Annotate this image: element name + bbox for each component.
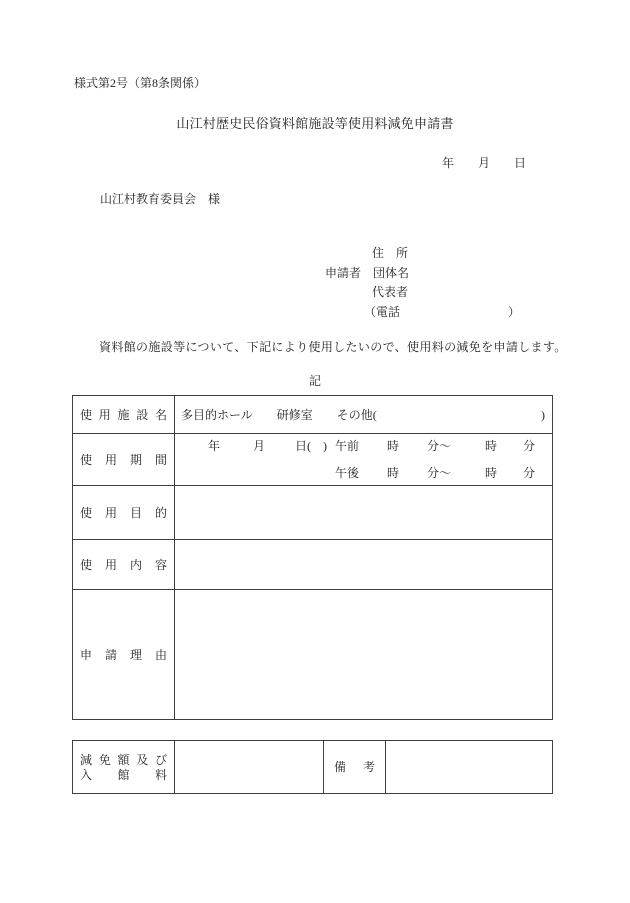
usage-content-blank-cell xyxy=(175,540,552,589)
period-day: 日( ) xyxy=(295,439,327,453)
application-reason-label: 申請理由 xyxy=(80,647,167,662)
usage-content-label: 使用内容 xyxy=(80,557,167,572)
exemption-label-line2: 入館料 xyxy=(80,767,167,782)
facility-name-label: 使用施設名 xyxy=(80,407,167,422)
period-pm-min-end: 分 xyxy=(523,466,536,480)
applicant-line xyxy=(325,267,409,279)
exemption-label-line1: 減免額及び xyxy=(80,752,167,767)
exemption-label-cell xyxy=(73,741,175,793)
period-am-hour-end: 時 xyxy=(485,439,498,453)
row-usage-content xyxy=(73,540,552,590)
usage-purpose-label-cell xyxy=(73,486,175,539)
record-mark: 記 xyxy=(308,374,321,388)
document-title: 山江村歴史民俗資料館施設等使用料減免申請書 xyxy=(176,116,454,131)
date-line: 年 月 日 xyxy=(442,156,527,170)
period-am-label: 午前 xyxy=(335,439,360,453)
period-pm-hour-start: 時 xyxy=(387,466,400,480)
row-facility-name xyxy=(73,396,552,434)
application-table xyxy=(72,395,553,720)
facility-options-cell xyxy=(175,396,552,433)
remarks-label-cell xyxy=(324,741,386,793)
exemption-table xyxy=(72,740,553,794)
usage-period-cell xyxy=(175,434,552,485)
usage-purpose-label: 使用目的 xyxy=(80,505,167,520)
facility-options: 多目的ホール 研修室 その他( xyxy=(181,407,377,422)
addressee: 山江村教育委員会 様 xyxy=(100,192,221,206)
group-name-label: 団体名 xyxy=(373,266,410,280)
application-statement: 資料館の施設等について、下記により使用したいので、使用料の減免を申請します。 xyxy=(99,340,567,354)
phone-label: （電話 ） xyxy=(364,305,521,319)
remarks-blank-cell xyxy=(386,741,552,793)
period-pm-hour-end: 時 xyxy=(485,466,498,480)
period-month: 月 xyxy=(253,439,266,453)
form-number: 様式第2号（第8条関係） xyxy=(74,76,207,90)
facility-close-paren: ) xyxy=(541,407,545,422)
address-label: 住 所 xyxy=(372,246,409,260)
row-usage-purpose xyxy=(73,486,552,540)
facility-name-label-cell xyxy=(73,396,175,433)
representative-label: 代表者 xyxy=(372,285,409,299)
usage-period-label: 使用期間 xyxy=(80,452,167,467)
exemption-blank-cell xyxy=(175,741,324,793)
row-application-reason xyxy=(73,590,552,719)
application-reason-blank-cell xyxy=(175,590,552,719)
period-am-hour-start: 時 xyxy=(387,439,400,453)
row-usage-period xyxy=(73,434,552,486)
usage-period-label-cell xyxy=(73,434,175,485)
usage-content-label-cell xyxy=(73,540,175,589)
usage-purpose-blank-cell xyxy=(175,486,552,539)
period-am-min-start: 分～ xyxy=(427,439,452,453)
application-reason-label-cell xyxy=(73,590,175,719)
spacer xyxy=(361,266,373,280)
period-am-min-end: 分 xyxy=(523,439,536,453)
applicant-label: 申請者 xyxy=(325,266,362,280)
remarks-label: 備考 xyxy=(334,760,375,774)
period-pm-label: 午後 xyxy=(335,466,360,480)
period-pm-min-start: 分～ xyxy=(427,466,452,480)
period-year: 年 xyxy=(208,439,221,453)
